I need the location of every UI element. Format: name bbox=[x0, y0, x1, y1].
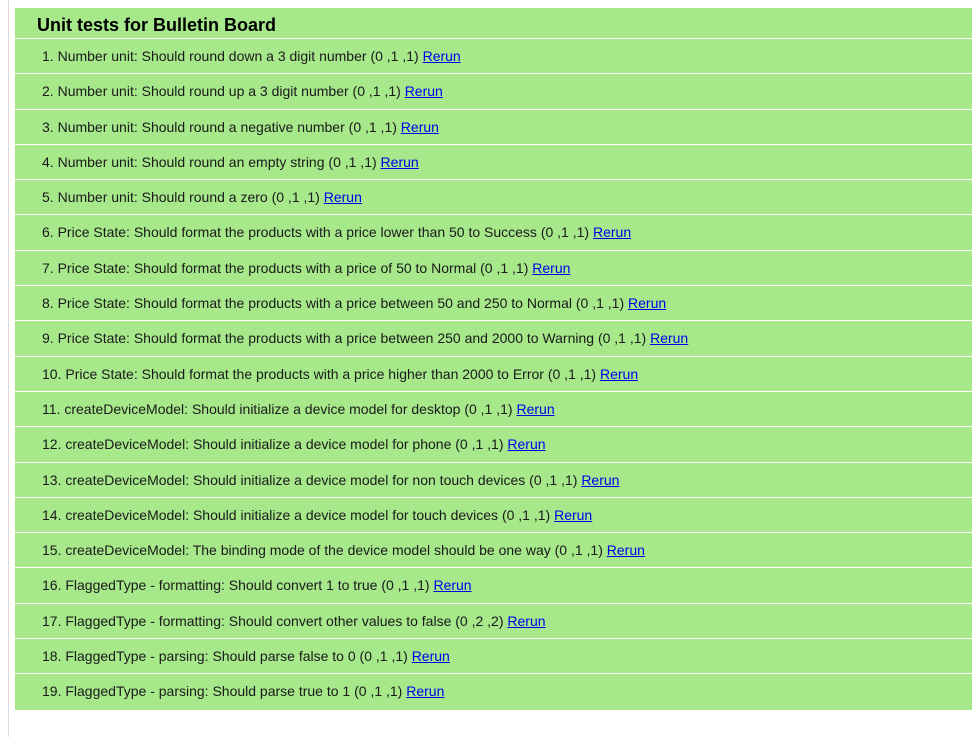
rerun-link[interactable]: Rerun bbox=[507, 612, 546, 629]
test-counts: (0 ,1 ,1) bbox=[554, 542, 603, 559]
left-divider bbox=[8, 0, 9, 737]
test-row bbox=[15, 427, 972, 462]
test-name: createDeviceModel: The binding mode of the device model should be one way bbox=[65, 542, 551, 559]
test-name: Number unit: Should round an empty string bbox=[57, 153, 325, 170]
test-counts: (0 ,1 ,1) bbox=[575, 295, 625, 312]
test-row bbox=[15, 674, 972, 709]
test-counts: (0 ,1 ,1) bbox=[480, 259, 529, 276]
test-row bbox=[15, 321, 972, 356]
test-row bbox=[15, 498, 972, 533]
test-number: 18. bbox=[42, 648, 62, 665]
test-counts: (0 ,1 ,1) bbox=[348, 118, 397, 135]
test-number: 12. bbox=[42, 436, 62, 453]
test-number: 15. bbox=[42, 542, 62, 559]
rerun-link[interactable]: Rerun bbox=[411, 648, 450, 665]
test-counts: (0 ,1 ,1) bbox=[547, 365, 597, 382]
test-row bbox=[15, 286, 972, 321]
rerun-link[interactable]: Rerun bbox=[516, 400, 555, 417]
test-name: Number unit: Should round down a 3 digit number bbox=[57, 48, 367, 64]
test-number: 19. bbox=[42, 683, 62, 700]
test-suite-panel bbox=[15, 8, 972, 710]
rerun-link[interactable]: Rerun bbox=[592, 224, 632, 241]
test-number: 9. bbox=[42, 330, 54, 347]
rerun-link[interactable]: Rerun bbox=[406, 683, 445, 700]
test-counts: (0 ,1 ,1) bbox=[464, 400, 513, 417]
test-counts: (0 ,2 ,2) bbox=[455, 612, 504, 629]
test-number: 2. bbox=[42, 83, 54, 100]
test-name: Number unit: Should round up a 3 digit number bbox=[57, 83, 349, 100]
test-row bbox=[15, 39, 972, 74]
test-row bbox=[15, 145, 972, 180]
test-name: FlaggedType - parsing: Should parse true to 1 bbox=[65, 683, 351, 700]
test-counts: (0 ,1 ,1) bbox=[271, 189, 320, 206]
test-name: FlaggedType - parsing: Should parse false to 0 bbox=[65, 648, 356, 665]
test-counts: (0 ,1 ,1) bbox=[381, 577, 430, 594]
test-number: 10. bbox=[42, 365, 62, 382]
test-name: Price State: Should format the products with a price of 50 to Normal bbox=[57, 259, 477, 276]
test-number: 17. bbox=[42, 612, 62, 629]
rerun-link[interactable]: Rerun bbox=[606, 542, 645, 559]
test-row bbox=[15, 215, 972, 250]
test-counts: (0 ,1 ,1) bbox=[501, 506, 551, 523]
test-name: Number unit: Should round a zero bbox=[57, 189, 268, 206]
test-name: createDeviceModel: Should initialize a device model for desktop bbox=[64, 400, 461, 417]
test-number: 7. bbox=[42, 259, 54, 276]
rerun-link[interactable]: Rerun bbox=[628, 295, 667, 312]
test-name: createDeviceModel: Should initialize a device model for phone bbox=[65, 436, 452, 453]
test-row bbox=[15, 463, 972, 498]
test-number: 8. bbox=[42, 295, 54, 312]
test-number: 3. bbox=[42, 118, 54, 135]
test-row bbox=[15, 568, 972, 603]
rerun-link[interactable]: Rerun bbox=[532, 259, 571, 276]
test-counts: (0 ,1 ,1) bbox=[352, 83, 401, 100]
test-number: 6. bbox=[42, 224, 54, 241]
test-number: 13. bbox=[42, 471, 62, 488]
test-row bbox=[15, 533, 972, 568]
test-number: 5. bbox=[42, 189, 54, 206]
test-name: createDeviceModel: Should initialize a device model for touch devices bbox=[65, 506, 499, 523]
test-number: 16. bbox=[42, 577, 62, 594]
test-row bbox=[15, 74, 972, 109]
test-counts: (0 ,1 ,1) bbox=[597, 330, 647, 347]
rerun-link[interactable]: Rerun bbox=[433, 577, 472, 594]
test-name: FlaggedType - formatting: Should convert other values to false bbox=[65, 612, 452, 629]
test-row bbox=[15, 392, 972, 427]
rerun-link[interactable]: Rerun bbox=[650, 330, 689, 347]
test-number: 11. bbox=[42, 400, 61, 417]
test-name: FlaggedType - formatting: Should convert 1 to true bbox=[65, 577, 378, 594]
rerun-link[interactable]: Rerun bbox=[404, 83, 443, 100]
rerun-link[interactable]: Rerun bbox=[554, 506, 593, 523]
test-name: createDeviceModel: Should initialize a device model for non touch devices bbox=[65, 471, 526, 488]
test-number: 14. bbox=[42, 506, 62, 523]
test-counts: (0 ,1 ,1) bbox=[529, 471, 578, 488]
test-row bbox=[15, 604, 972, 639]
rerun-link[interactable]: Rerun bbox=[581, 471, 620, 488]
rerun-link[interactable]: Rerun bbox=[422, 48, 461, 64]
test-name: Price State: Should format the products with a price higher than 2000 to Error bbox=[65, 365, 544, 382]
test-row bbox=[15, 110, 972, 145]
test-counts: (0 ,1 ,1) bbox=[455, 436, 504, 453]
test-counts: (0 ,1 ,1) bbox=[359, 648, 408, 665]
test-name: Price State: Should format the products with a price between 250 and 2000 to Warning bbox=[57, 330, 595, 347]
rerun-link[interactable]: Rerun bbox=[323, 189, 362, 206]
test-name: Price State: Should format the products with a price lower than 50 to Success bbox=[57, 224, 537, 241]
test-number: 4. bbox=[42, 153, 54, 170]
test-counts: (0 ,1 ,1) bbox=[328, 153, 377, 170]
test-row bbox=[15, 251, 972, 286]
suite-title: Unit tests for Bulletin Board bbox=[15, 8, 972, 39]
test-row bbox=[15, 357, 972, 392]
test-counts: (0 ,1 ,1) bbox=[540, 224, 590, 241]
rerun-link[interactable]: Rerun bbox=[507, 436, 546, 453]
test-row bbox=[15, 180, 972, 215]
rerun-link[interactable]: Rerun bbox=[400, 118, 439, 135]
test-number: 1. bbox=[42, 48, 54, 64]
test-name: Number unit: Should round a negative number bbox=[57, 118, 345, 135]
test-list bbox=[15, 39, 972, 710]
test-row bbox=[15, 639, 972, 674]
test-counts: (0 ,1 ,1) bbox=[354, 683, 403, 700]
test-counts: (0 ,1 ,1) bbox=[370, 48, 419, 64]
test-name: Price State: Should format the products with a price between 50 and 250 to Normal bbox=[57, 295, 572, 312]
rerun-link[interactable]: Rerun bbox=[380, 153, 419, 170]
rerun-link[interactable]: Rerun bbox=[599, 365, 639, 382]
